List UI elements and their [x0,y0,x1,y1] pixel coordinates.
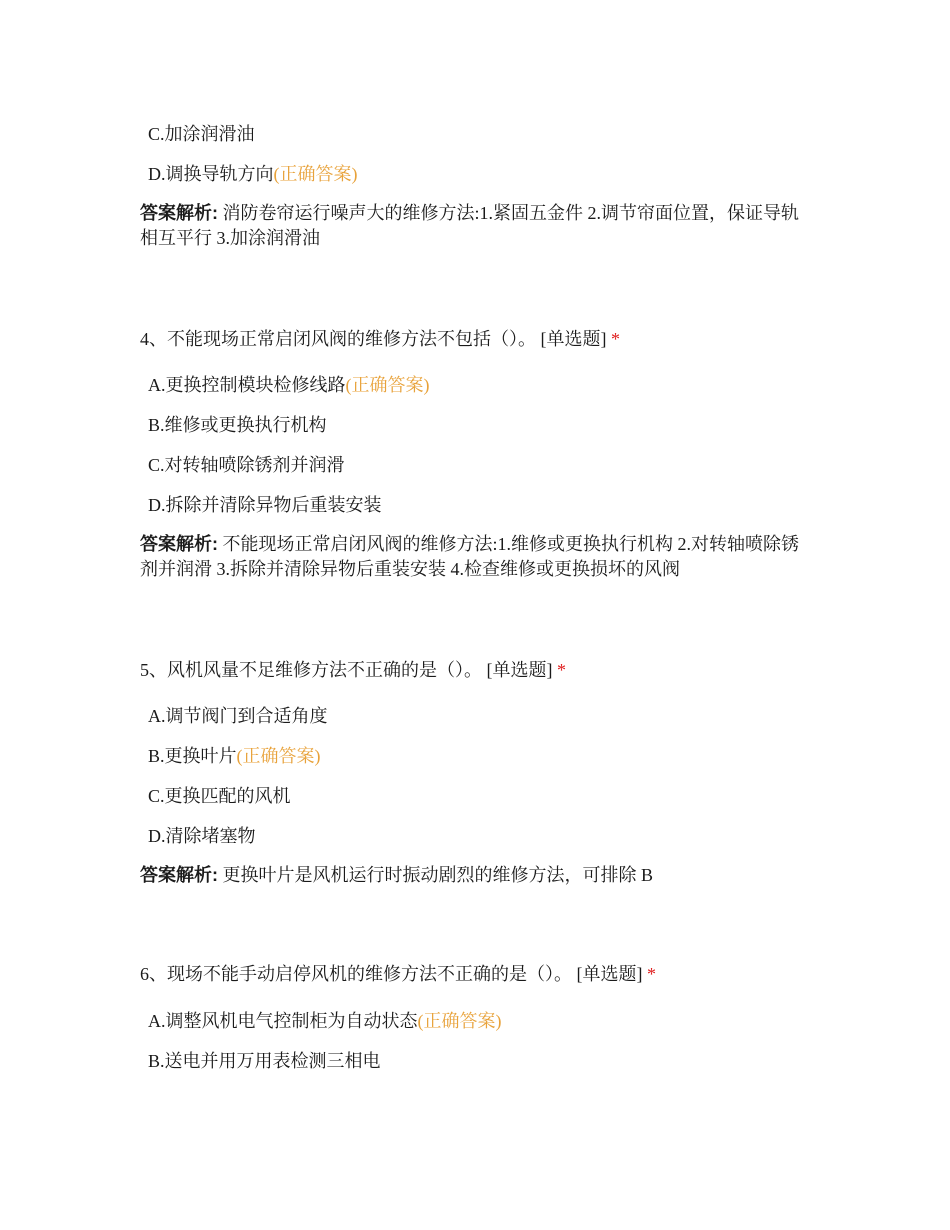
q5-title [140,658,566,682]
q4-option-d [148,493,382,517]
correct-answer-mark: (正确答案) [236,746,321,766]
explanation-text: 更换叶片是风机运行时振动剧烈的维修方法，可排除 B [222,865,654,885]
q6-option-a [148,1009,502,1033]
correct-answer-mark: (正确答案) [345,375,430,395]
option-text: A.调节阀门到合适角度 [148,706,328,726]
required-mark: * [647,964,656,984]
option-text: C.更换匹配的风机 [148,786,291,806]
correct-answer-mark: (正确答案) [417,1011,502,1031]
correct-answer-mark: (正确答案) [273,164,358,184]
required-mark: * [611,329,620,349]
question-text: 5、风机风量不足维修方法不正确的是（）。 [单选题] [140,660,553,680]
question-text: 6、现场不能手动启停风机的维修方法不正确的是（）。 [单选题] [140,964,643,984]
option-text: C.加涂润滑油 [148,124,255,144]
option-text: C.对转轴喷除锈剂并润滑 [148,455,345,475]
option-text: B.更换叶片 [148,746,237,766]
q4-explanation [140,532,805,582]
option-text: B.维修或更换执行机构 [148,415,327,435]
q4-title [140,327,620,351]
q6-option-b [148,1049,381,1073]
q5-option-b [148,744,321,768]
q3-explanation [140,201,805,251]
option-text: D.拆除并清除异物后重装安装 [148,495,382,515]
required-mark: * [557,660,566,680]
option-text: B.送电并用万用表检测三相电 [148,1051,381,1071]
q4-option-a [148,373,430,397]
explanation-label: 答案解析: [140,534,218,554]
option-text: A.更换控制模块检修线路 [148,375,346,395]
explanation-text: 不能现场正常启闭风阀的维修方法:1.维修或更换执行机构 2.对转轴喷除锈剂并润滑 3.拆除并清除异物后重装安装 4.检查维修或更换损坏的风阀 [140,534,799,579]
q6-title [140,962,656,986]
q4-option-b [148,413,327,437]
q5-option-c [148,784,291,808]
question-text: 4、不能现场正常启闭风阀的维修方法不包括（）。 [单选题] [140,329,607,349]
q3-option-c [148,122,255,146]
q5-explanation [140,863,805,888]
option-text: D.调换导轨方向 [148,164,274,184]
q5-option-a [148,704,328,728]
explanation-text: 消防卷帘运行噪声大的维修方法:1.紧固五金件 2.调节帘面位置，保证导轨相互平行 3.加涂润滑油 [140,203,799,248]
explanation-label: 答案解析: [140,203,218,223]
q3-option-d [148,162,358,186]
q4-option-c [148,453,345,477]
explanation-label: 答案解析: [140,865,218,885]
option-text: D.清除堵塞物 [148,826,256,846]
q5-option-d [148,824,256,848]
option-text: A.调整风机电气控制柜为自动状态 [148,1011,418,1031]
